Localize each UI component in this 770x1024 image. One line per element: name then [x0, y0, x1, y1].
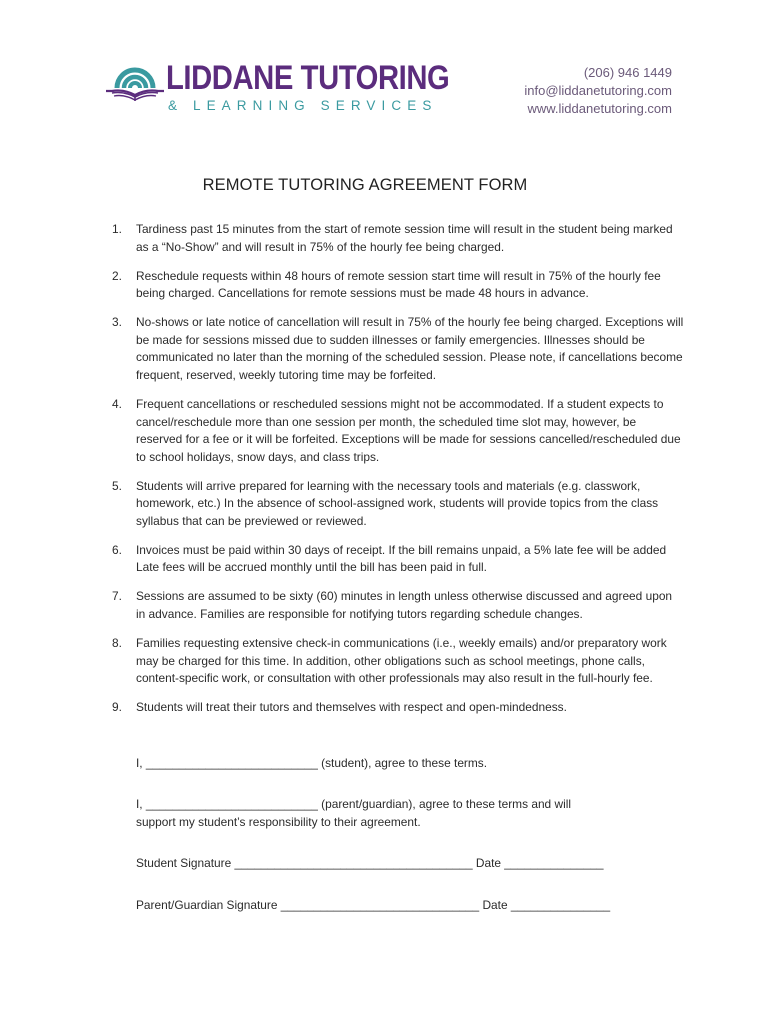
term-number: 1.: [112, 222, 122, 236]
term-number: 7.: [112, 589, 122, 604]
term-text: Families requesting extensive check-in communications (i.e., weekly emails) and/or preparatory work may be charged for this time. In addition, other obligations such as school meetings, phone calls, content-specific work, or consultation with other professionals may also result in the full-hourly fee.: [136, 636, 667, 686]
terms-list: [112, 221, 684, 728]
term-number: 9.: [112, 700, 122, 715]
contact-email: info@liddanetutoring.com: [524, 83, 672, 98]
term-text: Students will arrive prepared for learning with the necessary tools and materials (e.g. classwork, homework, etc.) In the absence of school-assigned work, students will provide topics from the class syllabus that can be previewed or reviewed.: [136, 478, 659, 528]
term-number: 8.: [112, 636, 122, 651]
term-text: Sessions are assumed to be sixty (60) minutes in length unless otherwise discussed and agreed upon in advance. Families are responsible for notifying tutors regarding schedule changes.: [136, 589, 673, 622]
brand-name: LIDDANE TUTORING: [166, 59, 450, 97]
term-item: [112, 396, 684, 466]
contact-website: www.liddanetutoring.com: [527, 101, 672, 116]
term-item: [112, 314, 684, 384]
term-number: 6.: [112, 542, 122, 557]
form-title: REMOTE TUTORING AGREEMENT FORM: [202, 176, 528, 194]
term-text: Frequent cancellations or rescheduled sessions might not be accommodated. If a student expects to cancel/reschedule more than one session per month, the scheduled time slot may, however, be reserved for a fee or it will be forfeited. Exceptions will be made for sessions cancelled/rescheduled due to school holidays, snow days, and class trips.: [136, 396, 681, 464]
term-text: Students will treat their tutors and themselves with respect and open-mindedness.: [136, 700, 567, 715]
letterhead: [0, 0, 770, 140]
parent-signature-line: Parent/Guardian Signature ______________________________ Date _______________: [136, 898, 611, 912]
term-number: 3.: [112, 315, 122, 330]
term-number: 2.: [112, 268, 122, 283]
term-number: 4.: [112, 396, 122, 411]
term-item: [112, 635, 684, 688]
term-item: [112, 588, 684, 623]
term-text: No-shows or late notice of cancellation will result in 75% of the hourly fee being charged. Exceptions will be made for sessions missed due to sudden illnesses or family emergencies. Illnesses should be communicated no later than the morning of the scheduled session. Please note, if cancellations become frequent, reserved, weekly tutoring time may be forfeited.: [136, 315, 684, 382]
parent-agreement-line-2: support my student’s responsibility to their agreement.: [136, 815, 421, 829]
student-agreement-line: I, __________________________ (student), agree to these terms.: [136, 756, 488, 770]
term-number: 5.: [112, 478, 122, 493]
brand-subtitle: & LEARNING SERVICES: [168, 98, 438, 113]
term-text: Reschedule requests within 48 hours of remote session start time will result in 75% of the hourly fee being charged. Cancellations for remote sessions must be made 48 hours in advance.: [136, 268, 661, 301]
term-text: Invoices must be paid within 30 days of receipt. If the bill remains unpaid, a 5% late fee will be added Late fees will be accrued monthly until the bill has been paid in full.: [136, 542, 667, 575]
term-item: [112, 478, 684, 531]
student-signature-line: Student Signature ____________________________________ Date _______________: [136, 856, 604, 870]
term-text: Tardiness past 15 minutes from the start of remote session time will result in the student being marked as a “No-Show” and will result in 75% of the hourly fee being charged.: [136, 222, 673, 254]
term-item: [112, 699, 684, 717]
book-signal-icon: [104, 58, 166, 110]
term-item: [112, 268, 684, 303]
term-item: [112, 542, 684, 577]
parent-agreement-line: I, __________________________ (parent/guardian), agree to these terms and will: [136, 797, 571, 811]
contact-phone: (206) 946 1449: [583, 65, 672, 80]
term-item: [112, 221, 684, 256]
contact-info: [524, 64, 672, 118]
